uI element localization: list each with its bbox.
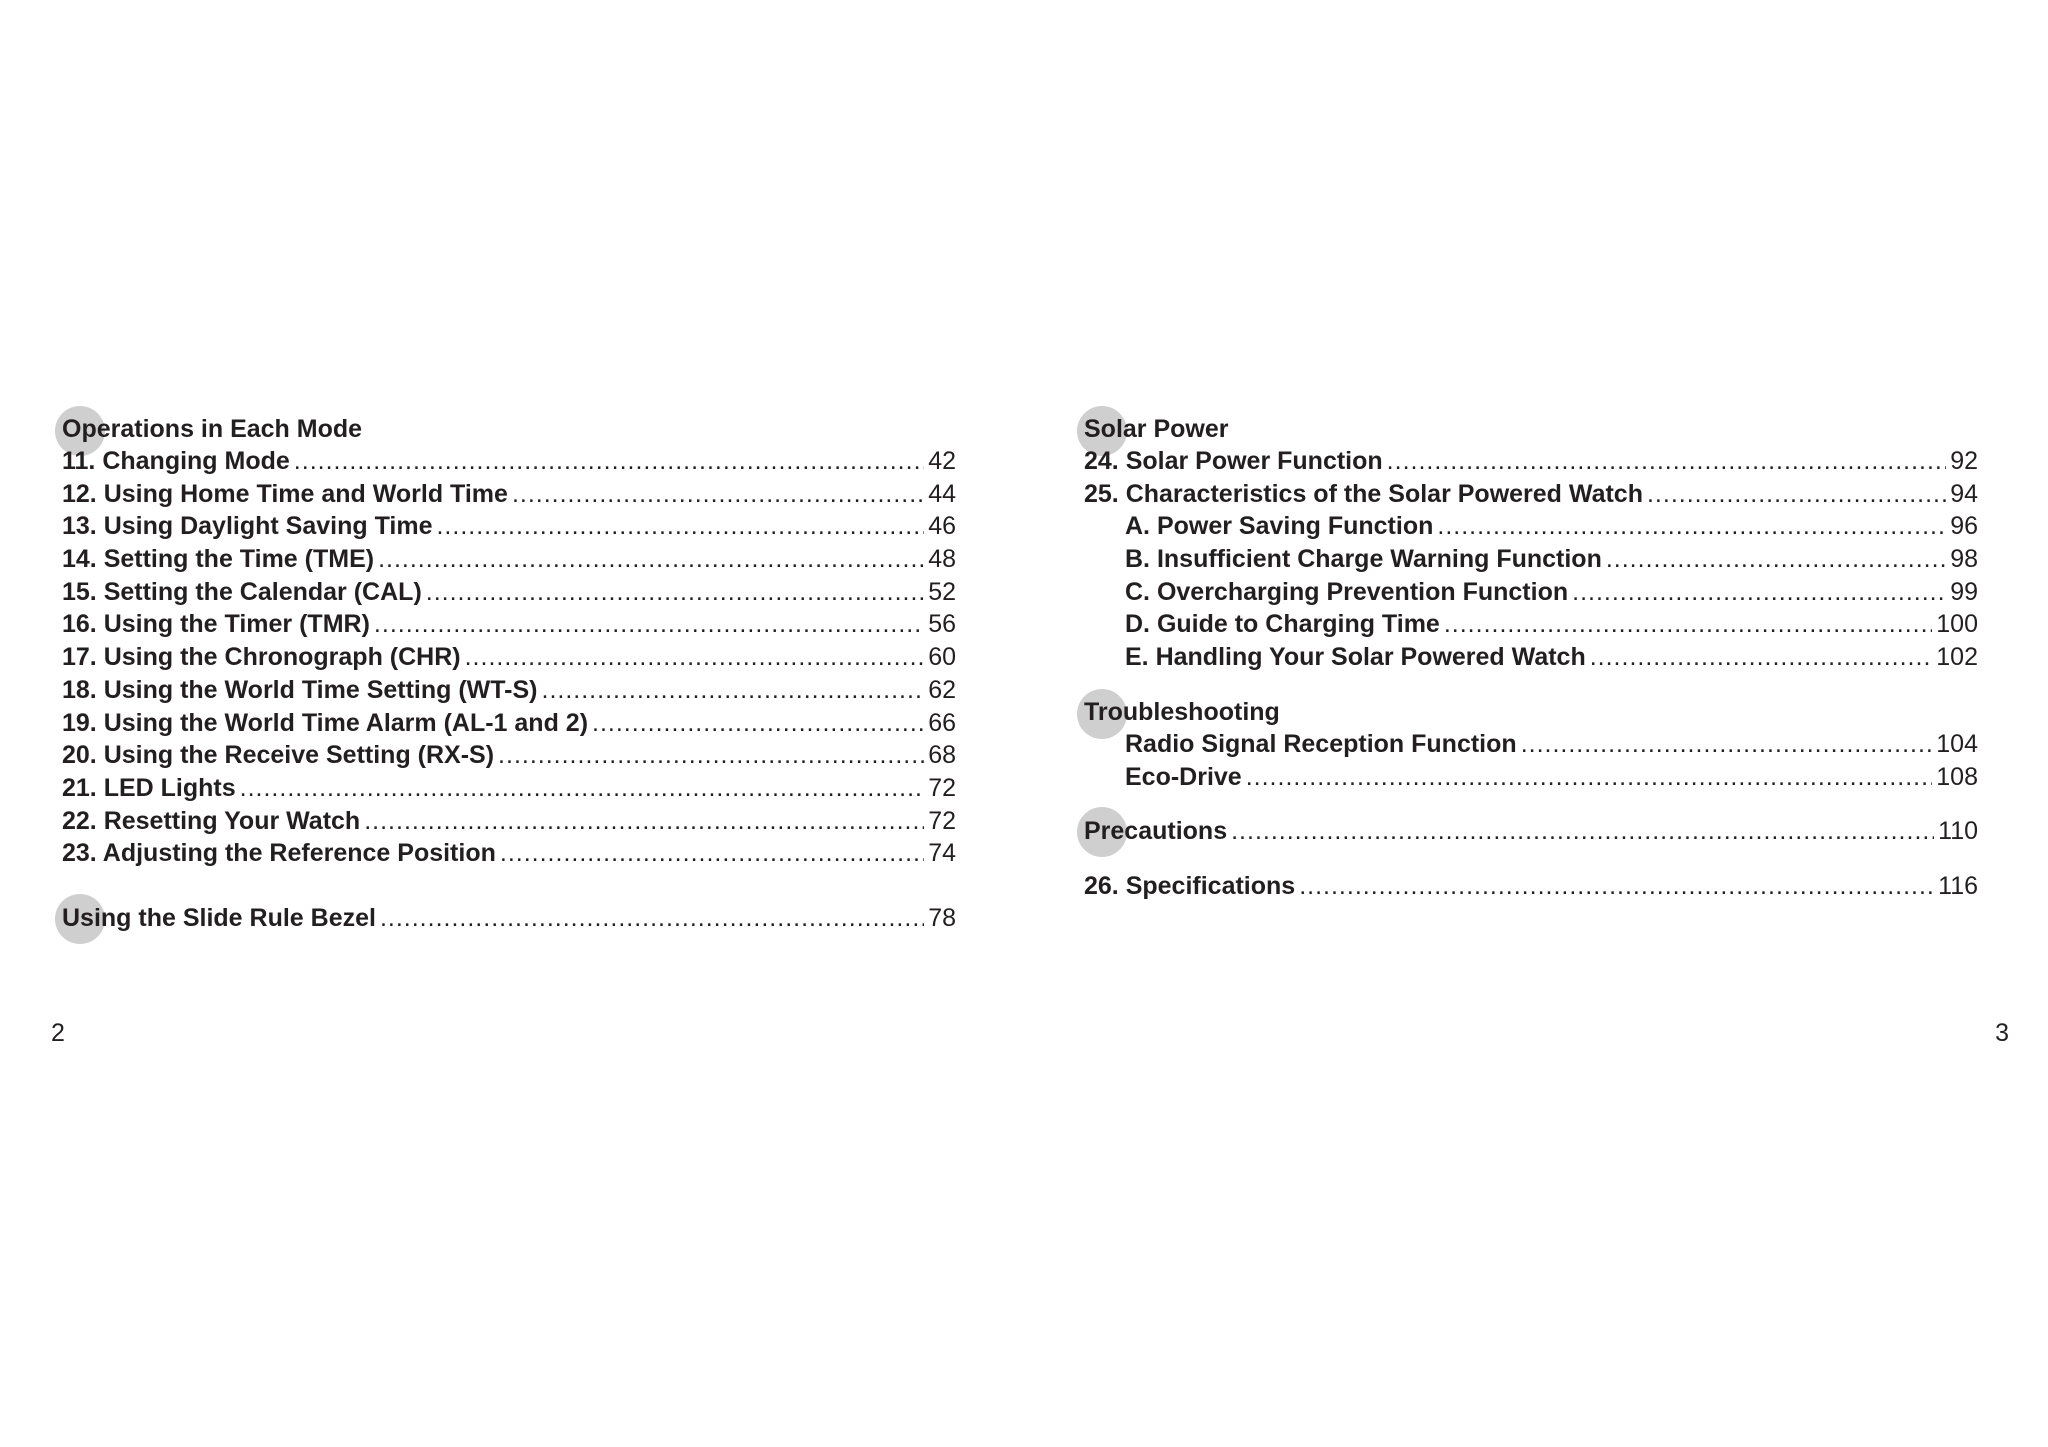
- toc-entry-title: 15. Setting the Calendar (CAL): [62, 577, 422, 606]
- toc-entry-page: 102: [1936, 643, 1978, 672]
- toc-entry-title: D. Guide to Charging Time: [1125, 610, 1440, 639]
- dot-leader: [542, 674, 925, 707]
- toc-entry-title: 14. Setting the Time (TME): [62, 545, 375, 574]
- toc-entry-page: 108: [1936, 762, 1978, 791]
- toc-entry-page: 74: [928, 839, 956, 868]
- toc-entry-title: 11. Changing Mode: [62, 447, 290, 475]
- toc-entry[interactable]: [62, 576, 956, 609]
- toc-subentry[interactable]: [1084, 641, 1978, 674]
- dot-leader: [240, 772, 925, 805]
- dot-leader: [592, 707, 924, 740]
- toc-entry-title: Radio Signal Reception Function: [1125, 729, 1517, 758]
- toc-entry-title: 26. Specifications: [1084, 871, 1296, 900]
- toc-entry-page: 42: [928, 447, 956, 475]
- toc-subentry[interactable]: [1084, 728, 1978, 761]
- toc-entry-title: 17. Using the Chronograph (CHR): [62, 643, 461, 672]
- section-heading-text: Solar Power: [1084, 415, 1229, 443]
- toc-entry-title: E. Handling Your Solar Powered Watch: [1125, 643, 1586, 672]
- toc-entry-page: 98: [1950, 545, 1978, 574]
- dot-leader: [1437, 510, 1946, 543]
- toc-entry-page: 94: [1950, 479, 1978, 508]
- dot-leader: [294, 445, 924, 478]
- dot-leader: [374, 608, 924, 641]
- toc-entry[interactable]: [1084, 478, 1978, 511]
- toc-entry-page: 104: [1936, 729, 1978, 758]
- toc-entry[interactable]: [1084, 445, 1978, 478]
- toc-entry-title: 12. Using Home Time and World Time: [62, 479, 508, 508]
- section-heading-troubleshooting: [1084, 696, 1978, 728]
- toc-entry-title: 18. Using the World Time Setting (WT-S): [62, 675, 538, 704]
- toc-entry-title: 25. Characteristics of the Solar Powered Watch: [1084, 479, 1643, 508]
- toc-entry-page: 116: [1938, 871, 1978, 900]
- toc-entry[interactable]: [62, 707, 956, 740]
- toc-entry-title: 23. Adjusting the Reference Position: [62, 839, 496, 868]
- toc-entry[interactable]: [62, 641, 956, 674]
- toc-entry[interactable]: [62, 837, 956, 870]
- toc-subentry[interactable]: [1084, 608, 1978, 641]
- toc-left: [62, 413, 956, 935]
- toc-entry[interactable]: [62, 805, 956, 838]
- spacer: [62, 870, 956, 902]
- toc-entry-slide-rule[interactable]: [62, 902, 956, 935]
- toc-entry[interactable]: [62, 543, 956, 576]
- dot-leader: [498, 739, 924, 772]
- toc-entry[interactable]: [62, 510, 956, 543]
- toc-entry[interactable]: [62, 674, 956, 707]
- toc-entry-page: 44: [928, 479, 956, 508]
- toc-entry-page: 62: [928, 675, 956, 704]
- section-heading-solar-power: [1084, 413, 1978, 445]
- spacer: [1084, 793, 1978, 815]
- right-page: [1024, 0, 2048, 1447]
- dot-leader: [465, 641, 925, 674]
- toc-subentry[interactable]: [1084, 761, 1978, 794]
- toc-entry-title: A. Power Saving Function: [1125, 512, 1434, 541]
- toc-entry[interactable]: [62, 445, 956, 478]
- page-number: 3: [1995, 1019, 2009, 1047]
- toc-right: [1084, 413, 1978, 903]
- dot-leader: [1299, 870, 1934, 903]
- spacer: [1084, 848, 1978, 870]
- toc-entry-title: [1084, 815, 1227, 848]
- toc-entry-title-text: Precautions: [1084, 817, 1228, 846]
- toc-entry-page: 99: [1950, 577, 1978, 606]
- dot-leader: [364, 805, 924, 838]
- dot-leader: [500, 837, 924, 870]
- toc-entry-title: 13. Using Daylight Saving Time: [62, 512, 433, 541]
- dot-leader: [1647, 478, 1946, 511]
- toc-entry-title: C. Overcharging Prevention Function: [1125, 577, 1569, 606]
- toc-entry-page: 72: [928, 806, 956, 835]
- section-heading-text: Operations in Each Mode: [62, 415, 363, 443]
- toc-entry-page: 110: [1938, 817, 1978, 846]
- toc-entry-title: 19. Using the World Time Alarm (AL-1 and 2): [62, 708, 589, 737]
- toc-entry-page: 48: [928, 545, 956, 574]
- toc-entry-page: 52: [928, 577, 956, 606]
- dot-leader: [1572, 576, 1946, 609]
- toc-subentry[interactable]: [1084, 576, 1978, 609]
- dot-leader: [1590, 641, 1933, 674]
- toc-entry-page: 68: [928, 741, 956, 770]
- toc-entry-title: B. Insufficient Charge Warning Function: [1125, 545, 1602, 574]
- dot-leader: [436, 510, 924, 543]
- toc-subentry[interactable]: [1084, 510, 1978, 543]
- toc-entry[interactable]: [62, 478, 956, 511]
- dot-leader: [378, 543, 924, 576]
- toc-entry-title: 20. Using the Receive Setting (RX-S): [62, 741, 495, 770]
- page-number: 2: [51, 1019, 65, 1047]
- dot-leader: [1606, 543, 1946, 576]
- dot-leader: [1444, 608, 1932, 641]
- dot-leader: [1231, 815, 1934, 848]
- toc-entry-precautions[interactable]: [1084, 815, 1978, 848]
- toc-entry-specifications[interactable]: [1084, 870, 1978, 903]
- toc-entry-title: 22. Resetting Your Watch: [62, 806, 361, 835]
- toc-entry-page: 96: [1950, 512, 1978, 541]
- dot-leader: [1246, 761, 1933, 794]
- toc-entry[interactable]: [62, 772, 956, 805]
- toc-entry-page: 72: [928, 773, 956, 802]
- toc-entry-page: 92: [1950, 447, 1978, 475]
- toc-subentry[interactable]: [1084, 543, 1978, 576]
- toc-entry-title: 21. LED Lights: [62, 773, 236, 802]
- dot-leader: [512, 478, 924, 511]
- section-heading-text: Troubleshooting: [1084, 697, 1280, 726]
- toc-entry-page: 78: [928, 903, 956, 932]
- dot-leader: [380, 902, 924, 935]
- section-heading-operations: [62, 413, 956, 445]
- dot-leader: [1387, 445, 1947, 478]
- toc-entry-title-text: Using the Slide Rule Bezel: [62, 903, 376, 932]
- toc-entry-title: 16. Using the Timer (TMR): [62, 610, 370, 639]
- spacer: [1084, 674, 1978, 696]
- toc-entry-title: 24. Solar Power Function: [1084, 447, 1383, 475]
- toc-entry-page: 100: [1936, 610, 1978, 639]
- toc-entry-page: 46: [928, 512, 956, 541]
- dot-leader: [426, 576, 924, 609]
- toc-entry-page: 66: [928, 708, 956, 737]
- dot-leader: [1521, 728, 1933, 761]
- toc-entry-title: Eco-Drive: [1125, 762, 1242, 791]
- toc-entry[interactable]: [62, 739, 956, 772]
- toc-entry-title: [62, 902, 376, 935]
- toc-entry-page: 60: [928, 643, 956, 672]
- toc-entry-page: 56: [928, 610, 956, 639]
- toc-entry[interactable]: [62, 608, 956, 641]
